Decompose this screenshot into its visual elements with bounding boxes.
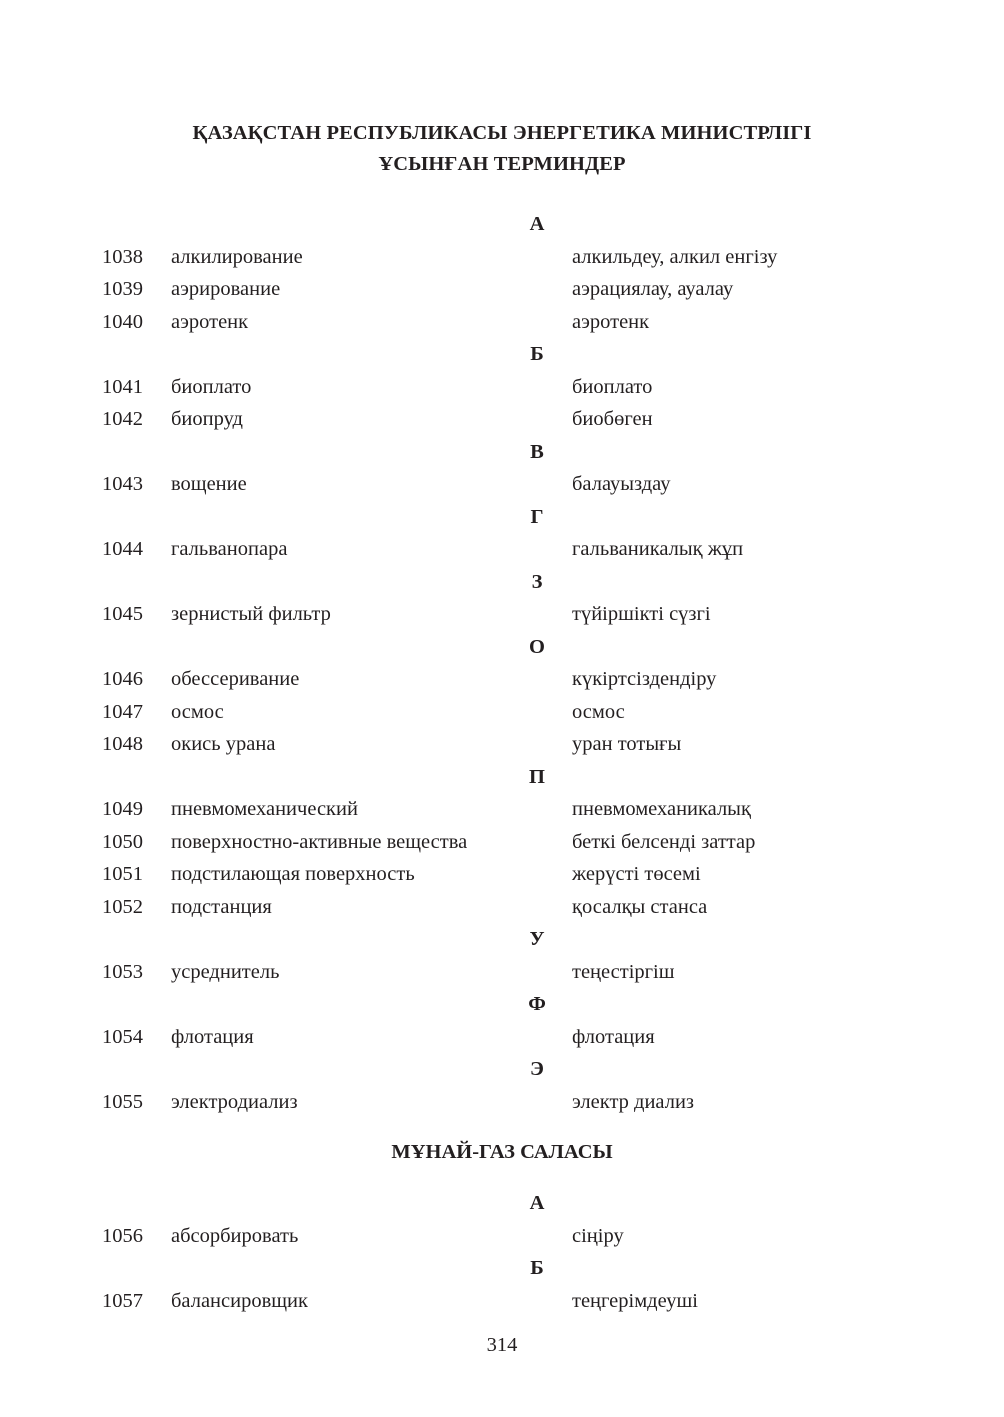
term-ru: биоплато (171, 375, 252, 398)
letter-heading-row (0, 631, 1004, 664)
term-ru: алкилирование (171, 245, 303, 268)
term-row (0, 1220, 1004, 1253)
term-ru: осмос (171, 700, 224, 723)
letter-heading: Ф (528, 993, 546, 1015)
letter-heading: П (529, 765, 545, 788)
term-row (0, 1021, 1004, 1054)
term-row (0, 793, 1004, 826)
term-number: 1047 (102, 700, 143, 723)
term-kz: балауыздау (572, 473, 671, 495)
term-row (0, 826, 1004, 859)
term-kz: электр диализ (572, 1090, 695, 1113)
term-ru: аэротенк (171, 310, 249, 333)
term-ru: абсорбировать (171, 1224, 299, 1247)
letter-heading-row (0, 923, 1004, 956)
term-number: 1045 (102, 603, 143, 625)
term-kz: теңгерімдеуші (572, 1289, 698, 1312)
letter-heading: О (529, 635, 545, 658)
term-number: 1044 (102, 538, 143, 560)
term-row (0, 858, 1004, 891)
term-kz: пневмомеханикалық (572, 798, 751, 820)
term-number: 1043 (102, 473, 143, 495)
term-row (0, 728, 1004, 761)
term-kz: түйіршікті сүзгі (572, 603, 711, 625)
term-ru: гальванопара (171, 538, 288, 560)
term-ru: балансировщик (171, 1289, 308, 1312)
term-number: 1038 (102, 245, 143, 268)
term-ru: аэрирование (171, 278, 281, 300)
letter-heading-row (0, 338, 1004, 371)
term-kz: флотация (572, 1025, 655, 1048)
term-number: 1056 (102, 1224, 143, 1247)
term-kz: уран тотығы (572, 733, 682, 755)
term-row (0, 468, 1004, 501)
term-row (0, 371, 1004, 404)
letter-heading-row (0, 761, 1004, 794)
term-kz: сіңіру (572, 1224, 624, 1247)
page-number: 314 (486, 1334, 518, 1356)
term-ru: окись урана (171, 733, 276, 755)
term-number: 1039 (102, 278, 143, 300)
term-row (0, 1285, 1004, 1318)
term-number: 1046 (102, 668, 143, 690)
term-ru: биопруд (171, 408, 243, 430)
letter-heading-row (0, 988, 1004, 1021)
term-row (0, 273, 1004, 306)
letter-heading-row (0, 501, 1004, 534)
term-ru: усреднитель (171, 960, 280, 983)
letter-heading-row (0, 208, 1004, 241)
term-row (0, 241, 1004, 274)
term-ru: электродиализ (171, 1090, 298, 1113)
term-number: 1049 (102, 798, 143, 820)
letter-heading-row (0, 1252, 1004, 1285)
term-number: 1051 (102, 863, 143, 885)
term-kz: алкильдеу, алкил енгізу (572, 245, 778, 268)
letter-heading: З (531, 570, 543, 593)
page-title (0, 118, 1004, 180)
term-row (0, 696, 1004, 729)
letter-heading: Э (530, 1058, 544, 1080)
term-row (0, 306, 1004, 339)
term-ru: вощение (171, 473, 247, 495)
term-ru: поверхностно-активные вещества (171, 830, 468, 853)
term-row (0, 533, 1004, 566)
term-ru: подстанция (171, 895, 272, 918)
term-kz: қосалқы станса (572, 895, 708, 918)
terms-list (0, 208, 1004, 1317)
term-kz: беткі белсенді заттар (572, 830, 756, 853)
letter-heading-row (0, 1187, 1004, 1220)
term-kz: аэротенк (572, 310, 650, 333)
term-row (0, 1086, 1004, 1119)
letter-heading: А (529, 213, 545, 235)
term-ru: подстилающая поверхность (171, 863, 415, 885)
term-number: 1042 (102, 408, 143, 430)
term-kz: биобөген (572, 408, 653, 430)
term-kz: аэрациялау, ауалау (572, 278, 734, 300)
term-row (0, 663, 1004, 696)
letter-heading: Г (530, 505, 544, 528)
letter-heading-row (0, 566, 1004, 599)
term-kz: гальваникалық жұп (572, 538, 744, 560)
term-number: 1041 (102, 375, 143, 398)
term-number: 1040 (102, 310, 143, 333)
term-kz: күкіртсіздендіру (572, 668, 717, 690)
term-row (0, 956, 1004, 989)
term-row (0, 598, 1004, 631)
term-ru: зернистый фильтр (171, 603, 331, 625)
letter-heading-row (0, 1053, 1004, 1086)
term-number: 1055 (102, 1090, 143, 1113)
term-kz: осмос (572, 700, 625, 723)
term-number: 1052 (102, 895, 143, 918)
term-number: 1048 (102, 733, 143, 755)
letter-heading: У (529, 928, 545, 950)
term-number: 1054 (102, 1025, 143, 1048)
term-kz: жерүсті төсемі (572, 863, 701, 885)
section-heading: МҰНАЙ-ГАЗ САЛАСЫ (391, 1141, 613, 1163)
page-title-line-1: ҚАЗАҚСТАН РЕСПУБЛИКАСЫ ЭНЕРГЕТИКА МИНИСТРЛІГІ (192, 122, 812, 144)
letter-heading-row (0, 436, 1004, 469)
term-kz: теңестіргіш (572, 960, 675, 983)
term-row (0, 403, 1004, 436)
term-ru: обессеривание (171, 668, 300, 690)
term-ru: пневмомеханический (171, 798, 358, 820)
letter-heading: А (529, 1192, 545, 1214)
letter-heading: В (530, 440, 544, 463)
term-kz: биоплато (572, 375, 653, 398)
letter-heading: Б (530, 343, 544, 365)
page-title-line-2: ҰСЫНҒАН ТЕРМИНДЕР (378, 153, 626, 175)
term-row (0, 891, 1004, 924)
term-ru: флотация (171, 1025, 254, 1048)
term-number: 1057 (102, 1289, 143, 1312)
letter-heading: Б (530, 1257, 544, 1279)
term-number: 1053 (102, 960, 143, 983)
term-number: 1050 (102, 830, 143, 853)
